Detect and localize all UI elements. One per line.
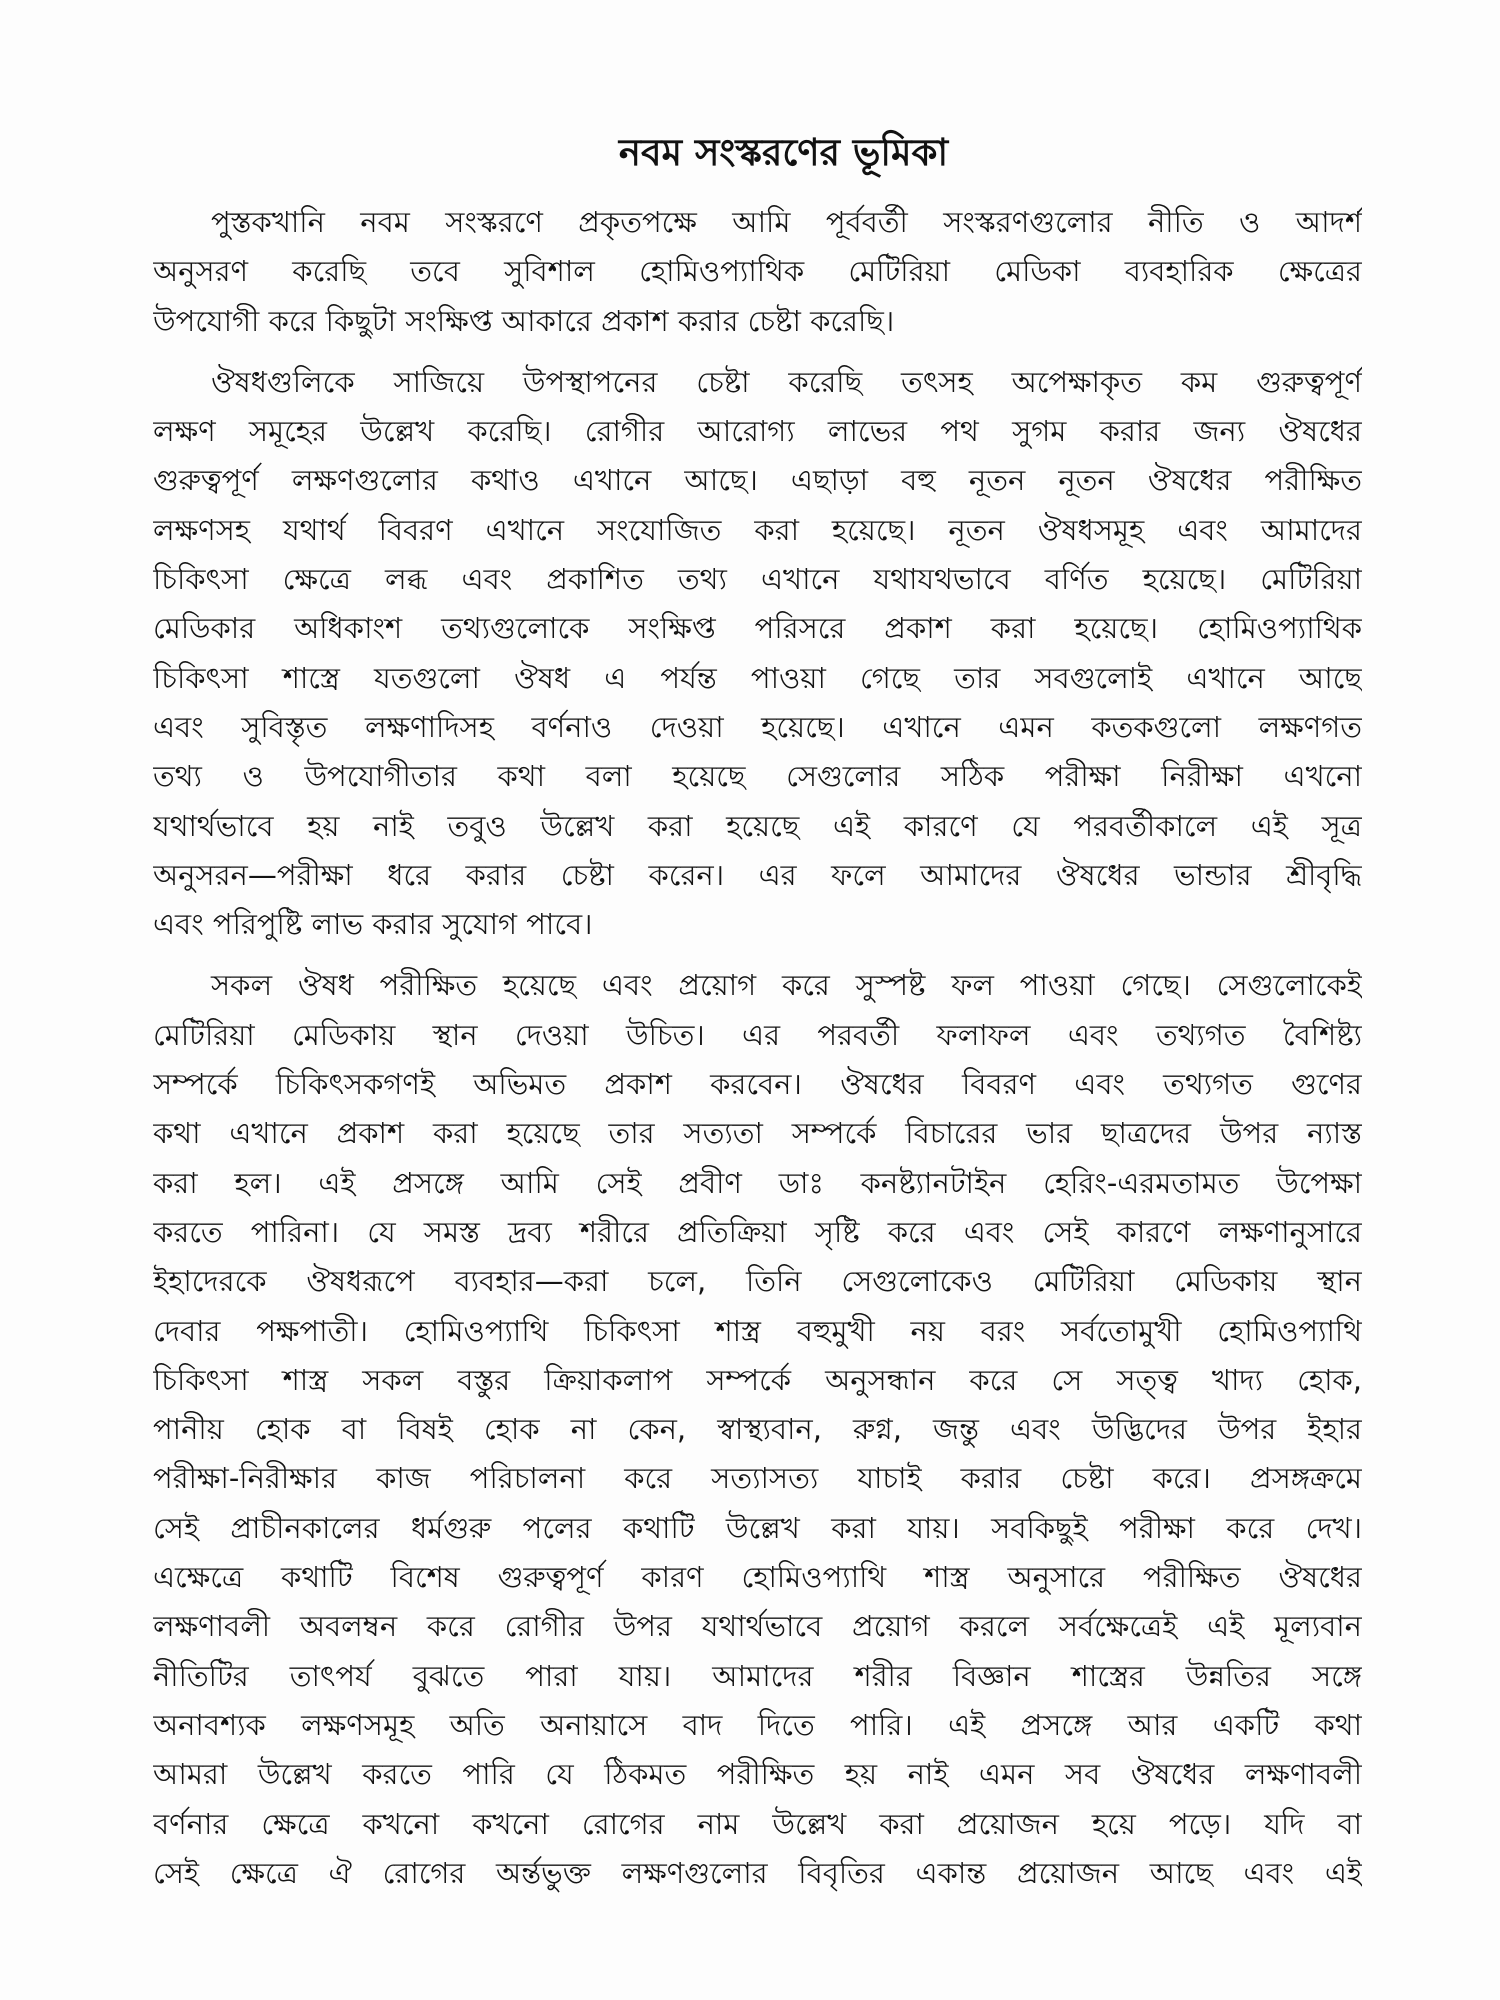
text-line: এক্ষেত্রে কথাটি বিশেষ গুরুত্বপূর্ণ কারণ হোমিওপ্যাথি শাস্ত্র অনুসারে পরীক্ষিত ঔষধের xyxy=(153,1560,1362,1595)
text-line: লক্ষণ সমূহের উল্লেখ করেছি। রোগীর আরোগ্য লাভের পথ সুগম করার জন্য ঔষধের xyxy=(153,414,1362,449)
preface-body xyxy=(153,198,1362,1898)
text-line: অনাবশ্যক লক্ষণসমূহ অতি অনায়াসে বাদ দিতে পারি। এই প্রসঙ্গে আর একটি কথা xyxy=(153,1707,1362,1742)
paragraph xyxy=(153,961,1362,1898)
text-line: পানীয় হোক বা বিষই হোক না কেন, স্বাস্থ্যবান, রুগ্ন, জন্তু এবং উদ্ভিদের উপর ইহার xyxy=(153,1412,1362,1447)
text-line: যথার্থভাবে হয় নাই তবুও উল্লেখ করা হয়েছে এই কারণে যে পরবর্তীকালে এই সূত্র xyxy=(153,808,1362,843)
text-line: চিকিৎসা শাস্ত্র সকল বস্তুর ক্রিয়াকলাপ সম্পর্কে অনুসন্ধান করে সে সত্ত্ব খাদ্য হোক, xyxy=(153,1362,1362,1397)
text-line: দেবার পক্ষপাতী। হোমিওপ্যাথি চিকিৎসা শাস্ত্র বহুমুখী নয় বরং সর্বতোমুখী হোমিওপ্যাথি xyxy=(153,1313,1362,1348)
text-line: গুরুত্বপূর্ণ লক্ষণগুলোর কথাও এখানে আছে। এছাড়া বহু নূতন নূতন ঔষধের পরীক্ষিত xyxy=(153,463,1362,498)
text-line: ইহাদেরকে ঔষধরূপে ব্যবহার—করা চলে, তিনি সেগুলোকেও মেটিরিয়া মেডিকায় স্থান xyxy=(153,1264,1362,1299)
text-line: করতে পারিনা। যে সমস্ত দ্রব্য শরীরে প্রতিক্রিয়া সৃষ্টি করে এবং সেই কারণে লক্ষণানুসারে xyxy=(153,1214,1362,1249)
text-line: অনুসরন—পরীক্ষা ধরে করার চেষ্টা করেন। এর ফলে আমাদের ঔষধের ভান্ডার শ্রীবৃদ্ধি xyxy=(153,857,1362,892)
text-line: চিকিৎসা শাস্ত্রে যতগুলো ঔষধ এ পর্যন্ত পাওয়া গেছে তার সবগুলোই এখানে আছে xyxy=(153,660,1362,695)
page-title: নবম সংস্করণের ভূমিকা xyxy=(618,131,949,174)
text-line: উপযোগী করে কিছুটা সংক্ষিপ্ত আকারে প্রকাশ করার চেষ্টা করেছি। xyxy=(153,303,895,338)
text-line: অনুসরণ করেছি তবে সুবিশাল হোমিওপ্যাথিক মেটিরিয়া মেডিকা ব্যবহারিক ক্ষেত্রের xyxy=(153,254,1362,289)
text-line: লক্ষণসহ যথার্থ বিবরণ এখানে সংযোজিত করা হয়েছে। নূতন ঔষধসমূহ এবং আমাদের xyxy=(153,512,1362,547)
text-line: মেটিরিয়া মেডিকায় স্থান দেওয়া উচিত। এর পরবর্তী ফলাফল এবং তথ্যগত বৈশিষ্ট্য xyxy=(153,1017,1362,1052)
text-line: করা হল। এই প্রসঙ্গে আমি সেই প্রবীণ ডাঃ কনষ্ট্যানটাইন হেরিং-এরমতামত উপেক্ষা xyxy=(153,1165,1362,1200)
text-line: ঔষধগুলিকে সাজিয়ে উপস্থাপনের চেষ্টা করেছি তৎসহ অপেক্ষাকৃত কম গুরুত্বপূর্ণ xyxy=(211,364,1362,399)
paragraph xyxy=(153,358,1362,950)
text-line: পুস্তকখানি নবম সংস্করণে প্রকৃতপক্ষে আমি পূর্ববর্তী সংস্করণগুলোর নীতি ও আদর্শ xyxy=(211,205,1362,239)
text-line: এবং পরিপুষ্টি লাভ করার সুযোগ পাবে। xyxy=(153,907,593,942)
text-line: তথ্য ও উপযোগীতার কথা বলা হয়েছে সেগুলোর সঠিক পরীক্ষা নিরীক্ষা এখনো xyxy=(153,759,1362,794)
text-line: সম্পর্কে চিকিৎসকগণই অভিমত প্রকাশ করবেন। ঔষধের বিবরণ এবং তথ্যগত গুণের xyxy=(153,1067,1362,1102)
text-line: আমরা উল্লেখ করতে পারি যে ঠিকমত পরীক্ষিত হয় নাই এমন সব ঔষধের লক্ষণাবলী xyxy=(153,1757,1362,1792)
text-line: চিকিৎসা ক্ষেত্রে লব্ধ এবং প্রকাশিত তথ্য এখানে যথাযথভাবে বর্ণিত হয়েছে। মেটিরিয়া xyxy=(153,562,1362,597)
text-line: পরীক্ষা-নিরীক্ষার কাজ পরিচালনা করে সত্যাসত্য যাচাই করার চেষ্টা করে। প্রসঙ্গক্রমে xyxy=(153,1461,1362,1496)
text-line: কথা এখানে প্রকাশ করা হয়েছে তার সত্যতা সম্পর্কে বিচারের ভার ছাত্রদের উপর ন্যাস্ত xyxy=(153,1116,1362,1151)
text-line: সেই প্রাচীনকালের ধর্মগুরু পলের কথাটি উল্লেখ করা যায়। সবকিছুই পরীক্ষা করে দেখ। xyxy=(153,1510,1362,1545)
text-line: বর্ণনার ক্ষেত্রে কখনো কখনো রোগের নাম উল্লেখ করা প্রয়োজন হয়ে পড়ে। যদি বা xyxy=(153,1806,1362,1841)
text-line: লক্ষণাবলী অবলম্বন করে রোগীর উপর যথার্থভাবে প্রয়োগ করলে সর্বক্ষেত্রেই এই মূল্যবান xyxy=(153,1609,1362,1644)
paragraph xyxy=(153,198,1362,346)
text-line: সকল ঔষধ পরীক্ষিত হয়েছে এবং প্রয়োগ করে সুস্পষ্ট ফল পাওয়া গেছে। সেগুলোকেই xyxy=(211,968,1362,1003)
text-line: নীতিটির তাৎপর্য বুঝতে পারা যায়। আমাদের শরীর বিজ্ঞান শাস্ত্রের উন্নতির সঙ্গে xyxy=(153,1658,1362,1693)
text-line: সেই ক্ষেত্রে ঐ রোগের অর্ন্তভুক্ত লক্ষণগুলোর বিবৃতির একান্ত প্রয়োজন আছে এবং এই xyxy=(153,1855,1362,1890)
text-line: এবং সুবিস্তৃত লক্ষণাদিসহ বর্ণনাও দেওয়া হয়েছে। এখানে এমন কতকগুলো লক্ষণগত xyxy=(153,709,1362,744)
text-line: মেডিকার অধিকাংশ তথ্যগুলোকে সংক্ষিপ্ত পরিসরে প্রকাশ করা হয়েছে। হোমিওপ্যাথিক xyxy=(153,611,1362,646)
